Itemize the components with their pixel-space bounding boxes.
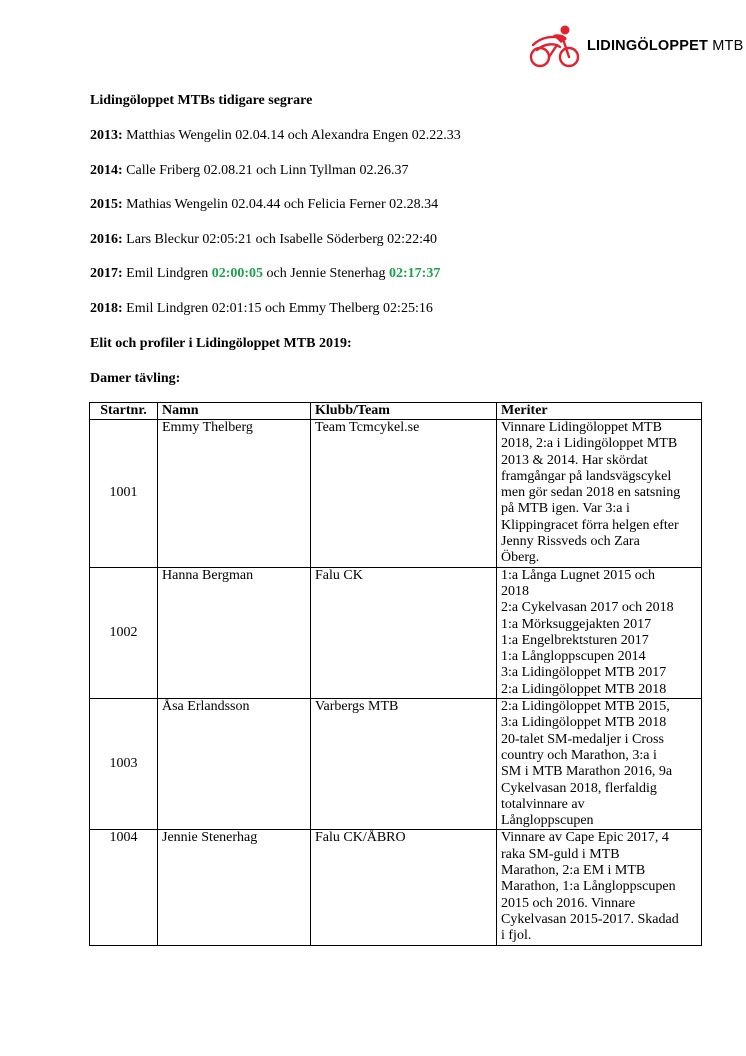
merit-line: 2015 och 2016. Vinnare bbox=[501, 895, 636, 911]
cell-startnr: 1002 bbox=[90, 567, 158, 698]
merit-line: Vinnare av Cape Epic 2017, 4 bbox=[501, 830, 669, 846]
merit-line: 1:a Mörksuggejakten 2017 bbox=[501, 616, 652, 632]
cell-merits bbox=[497, 567, 702, 698]
merit-line: 2:a Cykelvasan 2017 och 2018 bbox=[501, 600, 674, 616]
merit-line: Cykelvasan 2018, flerfaldig bbox=[501, 780, 657, 796]
merit-line: 3:a Lidingöloppet MTB 2017 bbox=[501, 665, 667, 681]
cell-club: Team Tcmcykel.se bbox=[311, 420, 497, 568]
merit-line: country och Marathon, 3:a i bbox=[501, 747, 657, 763]
history-row: 2013: Matthias Wengelin 02.04.14 och Alexandra Engen 02.22.33 bbox=[90, 128, 461, 143]
history-row: 2018: Emil Lindgren 02:01:15 och Emmy Thelberg 02:25:16 bbox=[90, 301, 433, 316]
table-row bbox=[90, 420, 702, 568]
merit-line: 2018, 2:a i Lidingöloppet MTB bbox=[501, 436, 678, 452]
cell-merits bbox=[497, 830, 702, 945]
elite-table bbox=[89, 402, 702, 946]
merit-line: 2:a Lidingöloppet MTB 2015, bbox=[501, 699, 670, 715]
brand-name bbox=[587, 38, 743, 54]
header-merits: Meriter bbox=[497, 403, 702, 420]
history-heading: Lidingöloppet MTBs tidigare segrare bbox=[90, 93, 313, 108]
merit-line: Cykelvasan 2015-2017. Skadad bbox=[501, 911, 679, 927]
elite-heading: Elit och profiler i Lidingöloppet MTB 2019: bbox=[90, 336, 352, 351]
merit-line: framgångar på landsvägscykel bbox=[501, 468, 672, 484]
cell-name: Hanna Bergman bbox=[158, 567, 311, 698]
history-row: 2015: Mathias Wengelin 02.04.44 och Felicia Ferner 02.28.34 bbox=[90, 197, 439, 212]
merit-line: Marathon, 1:a Långloppscupen bbox=[501, 879, 676, 895]
header-name: Namn bbox=[158, 403, 311, 420]
table-row bbox=[90, 699, 702, 830]
brand-name-thin: MTB bbox=[712, 38, 744, 54]
merit-line: Långloppscupen bbox=[501, 813, 594, 829]
merit-line: 2018 bbox=[501, 583, 529, 599]
merit-line: totalvinnare av bbox=[501, 796, 585, 812]
brand-name-bold: LIDINGÖLOPPET bbox=[587, 38, 709, 54]
merit-line: på MTB igen. Var 3:a i bbox=[501, 501, 630, 517]
cell-club: Falu CK bbox=[311, 567, 497, 698]
merit-line: raka SM-guld i MTB bbox=[501, 846, 620, 862]
merit-line: Öberg. bbox=[501, 550, 540, 566]
merit-line: men gör sedan 2018 en satsning bbox=[501, 485, 681, 501]
merit-line: 3:a Lidingöloppet MTB 2018 bbox=[501, 715, 667, 731]
cell-name: Emmy Thelberg bbox=[158, 420, 311, 568]
table-row bbox=[90, 567, 702, 698]
merit-line: 1:a Långloppscupen 2014 bbox=[501, 649, 646, 665]
table-row bbox=[90, 830, 702, 945]
cell-name: Jennie Stenerhag bbox=[158, 830, 311, 945]
merit-line: 2:a Lidingöloppet MTB 2018 bbox=[501, 681, 667, 697]
merit-line: i fjol. bbox=[501, 928, 532, 944]
merit-line: 2013 & 2014. Har skördat bbox=[501, 452, 648, 468]
cell-startnr: 1001 bbox=[90, 420, 158, 568]
winner-time-men: 02:00:05 bbox=[211, 266, 264, 281]
merit-line: 20-talet SM-medaljer i Cross bbox=[501, 731, 664, 747]
history-row: 2014: Calle Friberg 02.08.21 och Linn Tyllman 02.26.37 bbox=[90, 163, 409, 178]
cell-startnr: 1004 bbox=[90, 830, 158, 945]
merit-line: Marathon, 2:a EM i MTB bbox=[501, 863, 646, 879]
merit-line: Jenny Rissveds och Zara bbox=[501, 534, 640, 550]
merit-line: 1:a Engelbrektsturen 2017 bbox=[501, 632, 649, 648]
header-club: Klubb/Team bbox=[311, 403, 497, 420]
category-heading: Damer tävling: bbox=[90, 371, 181, 386]
table-header-row bbox=[90, 403, 702, 420]
cell-merits bbox=[497, 420, 702, 568]
brand-logo bbox=[527, 22, 743, 70]
cell-merits bbox=[497, 699, 702, 830]
history-row: 2016: Lars Bleckur 02:05:21 och Isabelle Söderberg 02:22:40 bbox=[90, 232, 437, 247]
header-startnr: Startnr. bbox=[90, 403, 158, 420]
winner-time-women: 02:17:37 bbox=[389, 266, 441, 281]
cell-startnr: 1003 bbox=[90, 699, 158, 830]
cyclist-logo-icon bbox=[527, 23, 583, 69]
cell-club: Varbergs MTB bbox=[311, 699, 497, 830]
cell-name: Åsa Erlandsson bbox=[158, 699, 311, 830]
merit-line: 1:a Långa Lugnet 2015 och bbox=[501, 567, 655, 583]
merit-line: Klippingracet förra helgen efter bbox=[501, 517, 679, 533]
merit-line: SM i MTB Marathon 2016, 9a bbox=[501, 764, 673, 780]
merit-line: Vinnare Lidingöloppet MTB bbox=[501, 420, 662, 435]
history-row: 2017: Emil Lindgren 02:00:05 och Jennie Stenerhag 02:17:37 bbox=[90, 266, 441, 281]
cell-club: Falu CK/ÅBRO bbox=[311, 830, 497, 945]
